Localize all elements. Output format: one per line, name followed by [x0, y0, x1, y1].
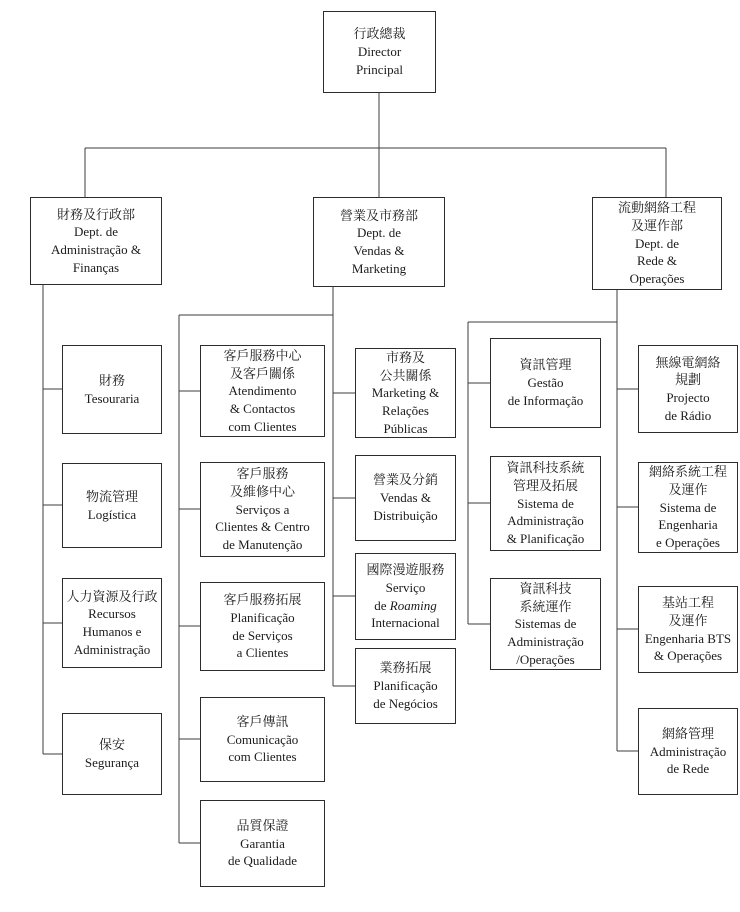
node-garantia-qualidade: 品質保證 Garantia de Qualidade: [200, 800, 325, 887]
node-tesouraria: 財務 Tesouraria: [62, 345, 162, 434]
node-marketing-relacoes-publicas: 市務及 公共關係 Marketing & Relações Públicas: [355, 348, 456, 438]
node-recursos-humanos: 人力資源及行政 Recursos Humanos e Administração: [62, 578, 162, 668]
node-planificacao-negocios: 業務拓展 Planificação de Negócios: [355, 648, 456, 724]
node-dept-vendas-marketing: 營業及市務部 Dept. de Vendas & Marketing: [313, 197, 445, 287]
node-roaming-internacional: 國際漫遊服務 Serviço de Roaming Internacional: [355, 553, 456, 640]
node-administracao-rede: 網絡管理 Administração de Rede: [638, 708, 738, 795]
node-atendimento-contactos: 客戶服務中心 及客戶關係 Atendimento & Contactos com Clientes: [200, 345, 325, 437]
node-logistica: 物流管理 Logística: [62, 463, 162, 548]
node-dept-rede-operacoes: 流動網絡工程 及運作部 Dept. de Rede & Operações: [592, 197, 722, 290]
node-sistema-engenharia-operacoes: 網絡系統工程 及運作 Sistema de Engenharia e Operações: [638, 462, 738, 553]
node-projecto-radio: 無線電網絡 規劃 Projecto de Rádio: [638, 345, 738, 433]
node-planificacao-servicos: 客戶服務拓展 Planificação de Serviços a Clientes: [200, 582, 325, 671]
node-sistemas-administracao-operacoes: 資訊科技 系統運作 Sistemas de Administração /Operações: [490, 578, 601, 670]
node-vendas-distribuicao: 營業及分銷 Vendas & Distribuição: [355, 455, 456, 541]
node-engenharia-bts-operacoes: 基站工程 及運作 Engenharia BTS & Operações: [638, 586, 738, 673]
node-comunicacao-clientes: 客戶傳訊 Comunicação com Clientes: [200, 697, 325, 782]
node-servicos-clientes-manutencao: 客戶服務 及維修中心 Serviços a Clientes & Centro de Manutenção: [200, 462, 325, 557]
node-director-principal: 行政總裁 Director Principal: [323, 11, 436, 93]
node-seguranca: 保安 Segurança: [62, 713, 162, 795]
node-sistema-administracao-planificacao: 資訊科技系統 管理及拓展 Sistema de Administração & Planificação: [490, 456, 601, 551]
node-dept-administracao-financas: 財務及行政部 Dept. de Administração & Finanças: [30, 197, 162, 285]
node-gestao-informacao: 資訊管理 Gestão de Informação: [490, 338, 601, 428]
